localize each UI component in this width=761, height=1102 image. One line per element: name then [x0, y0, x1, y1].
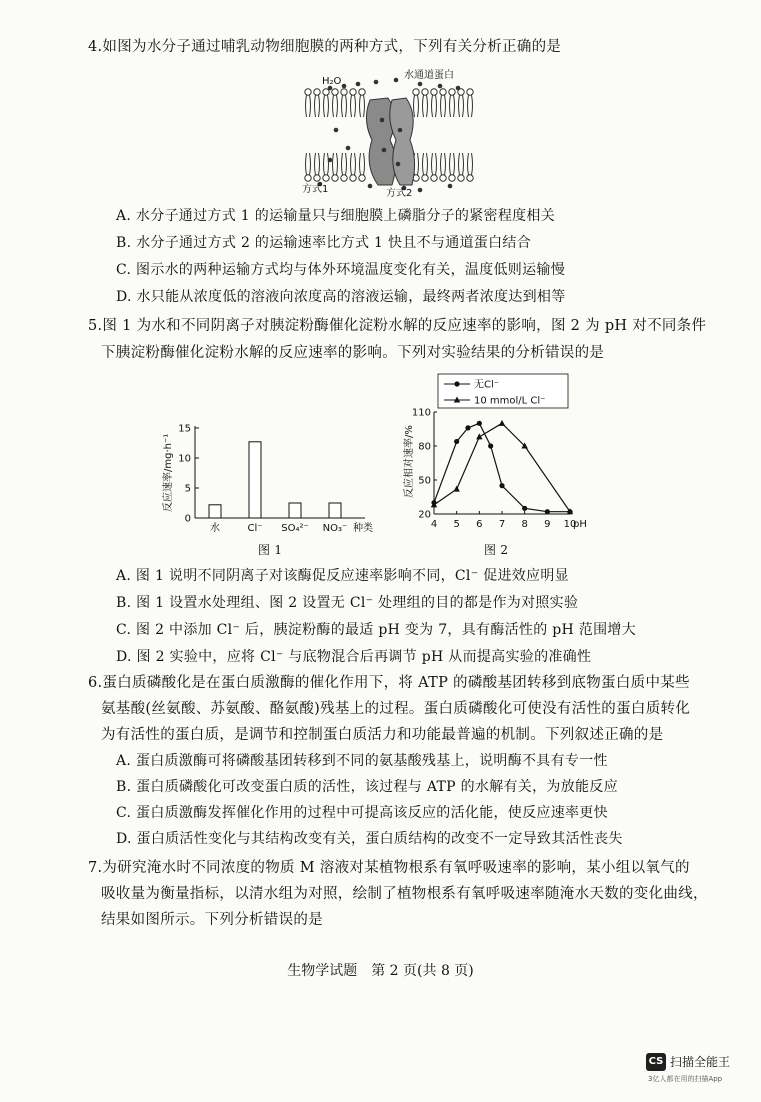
fig1-y-axis-label: 反应速率/mg·h⁻¹ [163, 433, 174, 512]
q6-option-a: A. 蛋白质激酶可将磷酸基团转移到不同的氨基酸残基上，说明酶不具有专一性 [116, 753, 608, 769]
fig1-y-tick-label: 0 [184, 513, 191, 525]
q4-option-b: B. 水分子通过方式 2 的运输速率比方式 1 快且不与通道蛋白结合 [116, 235, 532, 251]
q5-option-d: D. 图 2 实验中，应将 Cl⁻ 与底物混合后再调节 pH 从而提高实验的准确性 [116, 649, 592, 665]
lipid-tail [337, 95, 338, 117]
lipid-head [413, 89, 419, 95]
camscanner-tagline: 3亿人都在用的扫描App [648, 1075, 723, 1083]
lipid-tail [328, 95, 329, 117]
lipid-head [314, 89, 320, 95]
water-molecule-icon [382, 148, 387, 153]
fig2-point-circle [477, 421, 482, 426]
lipid-head [467, 89, 473, 95]
q6-stem-line2: 氨基酸(丝氨酸、苏氨酸、酪氨酸)残基上的过程。蛋白质磷酸化可使没有活性的蛋白质转化 [101, 701, 691, 717]
lipid-tail [364, 153, 365, 175]
lipid-tail [319, 153, 320, 175]
fig2-x-axis-label: pH [573, 519, 587, 530]
fig1-x-axis-label: 种类 [353, 523, 373, 534]
water-molecule-icon [456, 86, 461, 91]
water-molecule-icon [368, 184, 373, 189]
fig1-y-tick-label: 5 [184, 483, 191, 495]
lipid-tail [459, 95, 460, 117]
water-molecule-icon [396, 162, 401, 167]
fig2-point-circle [488, 443, 493, 448]
q4-option-a: A. 水分子通过方式 1 的运输量只与细胞膜上磷脂分子的紧密程度相关 [116, 208, 556, 224]
fig2-y-tick-label: 50 [418, 475, 431, 487]
lipid-head [314, 175, 320, 181]
fig1-bar [289, 503, 301, 518]
q7-stem-line2: 吸收量为衡量指标，以清水组为对照，绘制了植物根系有氧呼吸速率随淹水天数的变化曲线， [101, 886, 708, 902]
lipid-tail [351, 95, 352, 117]
q4-option-d: D. 水只能从浓度低的溶液向浓度高的溶液运输，最终两者浓度达到相等 [116, 289, 566, 305]
lipid-tail [432, 153, 433, 175]
fig2-x-tick-label: 8 [521, 519, 528, 530]
lipid-tail [346, 153, 347, 175]
lipid-tail [450, 153, 451, 175]
fig2-point-triangle [453, 486, 459, 492]
q7-stem-line3: 结果如图所示。下列分析错误的是 [101, 912, 323, 928]
water-molecule-icon [374, 80, 379, 85]
lipid-tail [454, 153, 455, 175]
fig2-point-circle [522, 506, 527, 511]
lipid-tail [310, 95, 311, 117]
lipid-head [323, 89, 329, 95]
lipid-tail [423, 153, 424, 175]
water-molecule-icon [356, 82, 361, 87]
figure2-line-chart [398, 372, 598, 537]
lipid-tail [342, 95, 343, 117]
lipid-tail [364, 95, 365, 117]
fig1-y-tick-label: 15 [178, 423, 191, 435]
lipid-tail [454, 95, 455, 117]
water-molecule-icon [328, 158, 333, 163]
fig2-y-tick-label: 80 [418, 441, 431, 453]
lipid-head [341, 175, 347, 181]
lipid-tail [315, 95, 316, 117]
lipid-tail [472, 153, 473, 175]
lipid-tail [427, 153, 428, 175]
lipid-tail [351, 153, 352, 175]
fig1-x-tick-label: NO₃⁻ [322, 523, 348, 534]
q5-option-a: A. 图 1 说明不同阴离子对该酶促反应速率影响不同，Cl⁻ 促进效应明显 [116, 568, 569, 584]
fig1-caption: 图 1 [258, 543, 283, 557]
lipid-tail [427, 95, 428, 117]
fig2-x-tick-label: 9 [544, 519, 551, 530]
lipid-head [422, 89, 428, 95]
fig2-legend-label: 10 mmol/L Cl⁻ [474, 395, 546, 407]
lipid-tail [306, 95, 307, 117]
fig1-x-tick-label: 水 [210, 523, 220, 534]
lipid-tail [423, 95, 424, 117]
fig2-point-circle [465, 425, 470, 430]
lipid-head [449, 175, 455, 181]
fig2-point-circle [545, 509, 550, 514]
lipid-tail [418, 95, 419, 117]
fig2-point-triangle [499, 420, 505, 426]
lipid-tail [355, 95, 356, 117]
lipid-tail [315, 153, 316, 175]
fig2-x-tick-label: 4 [430, 519, 438, 530]
lipid-tail [436, 95, 437, 117]
lipid-tail [459, 153, 460, 175]
h2o-label: H₂O [322, 76, 342, 87]
lipid-head [332, 89, 338, 95]
q6-stem-line1: 6.蛋白质磷酸化是在蛋白质激酶的催化作用下，将 ATP 的磷酸基团转移到底物蛋白质中某些 [88, 675, 690, 691]
fig2-point-circle [499, 483, 504, 488]
lipid-head [332, 175, 338, 181]
fig1-x-tick-label: SO₄²⁻ [281, 523, 309, 534]
water-molecule-icon [342, 84, 347, 89]
fig2-x-tick-label: 6 [476, 519, 483, 530]
lipid-tail [472, 95, 473, 117]
page-footer: 生物学试题 第 2 页(共 8 页) [287, 963, 474, 979]
lipid-tail [436, 153, 437, 175]
water-molecule-icon [380, 118, 385, 123]
water-molecule-icon [438, 84, 443, 89]
membrane-figure [300, 60, 480, 200]
lipid-tail [360, 95, 361, 117]
q4-option-c: C. 图示水的两种运输方式均与体外环境温度变化有关，温度低则运输慢 [116, 262, 566, 278]
lipid-tail [324, 95, 325, 117]
fig2-x-tick-label: 7 [498, 519, 506, 530]
q5-stem-line1: 5.图 1 为水和不同阴离子对胰淀粉酶催化淀粉水解的反应速率的影响，图 2 为 pH 对不同条件 [88, 318, 707, 334]
fig2-legend-circle-icon [454, 381, 459, 386]
fig1-bar [249, 442, 261, 518]
fig2-point-triangle [476, 433, 482, 439]
q5-option-c: C. 图 2 中添加 Cl⁻ 后，胰淀粉酶的最适 pH 变为 7，具有酶活性的 pH 范围增大 [116, 622, 636, 638]
fig2-series-line [434, 423, 570, 511]
lipid-tail [333, 153, 334, 175]
q6-option-c: C. 蛋白质激酶发挥催化作用的过程中可提高该反应的活化能，使反应速率更快 [116, 805, 608, 821]
fig2-caption: 图 2 [484, 543, 509, 557]
fig2-series [431, 420, 573, 514]
lipid-tail [306, 153, 307, 175]
water-molecule-icon [418, 82, 423, 87]
lipid-tail [346, 95, 347, 117]
water-molecule-icon [394, 78, 399, 83]
lipid-tail [441, 95, 442, 117]
fig2-legend [438, 374, 568, 408]
lipid-tail [414, 95, 415, 117]
lipid-head [431, 89, 437, 95]
q6-option-d: D. 蛋白质活性变化与其结构改变有关，蛋白质结构的改变不一定导致其活性丧失 [116, 831, 623, 847]
fig1-bar [329, 503, 341, 518]
lipid-tail [450, 95, 451, 117]
fig1-x-tick-label: Cl⁻ [247, 523, 263, 534]
lipid-head [341, 89, 347, 95]
water-molecule-icon [346, 146, 351, 151]
lipid-head [359, 175, 365, 181]
lipid-head [350, 175, 356, 181]
aquaporin-label: 水通道蛋白 [404, 70, 454, 81]
fig2-y-tick-label: 110 [411, 407, 431, 419]
lipid-head [449, 89, 455, 95]
water-molecule-icon [334, 128, 339, 133]
q4-stem: 4.如图为水分子通过哺乳动物细胞膜的两种方式，下列有关分析正确的是 [88, 39, 562, 55]
fig1-bar [209, 505, 221, 518]
lipid-tail [328, 153, 329, 175]
lipid-head [440, 175, 446, 181]
fig2-y-tick-label: 20 [418, 509, 431, 521]
fig2-x-tick-label: 10 [563, 519, 577, 530]
fig2-series-line [434, 423, 570, 511]
lipid-tail [445, 153, 446, 175]
lipid-tail [463, 95, 464, 117]
q7-stem-line1: 7.为研究淹水时不同浓度的物质 M 溶液对某植物根系有氧呼吸速率的影响，某小组以氧气的 [88, 860, 690, 876]
water-molecule-icon [448, 184, 453, 189]
aquaporin-protein [366, 98, 414, 185]
fig1-x-ticks [210, 521, 347, 534]
lipid-tail [337, 153, 338, 175]
lipid-tail [333, 95, 334, 117]
q6-stem-line3: 为有活性的蛋白质，是调节和控制蛋白质活力和功能最普遍的机制。下列叙述正确的是 [101, 727, 664, 743]
lipid-head [305, 175, 311, 181]
fig2-legend-label: 无Cl⁻ [474, 379, 500, 391]
lipid-head [323, 175, 329, 181]
lipid-head [422, 175, 428, 181]
camscanner-name: 扫描全能王 [670, 1055, 731, 1069]
camscanner-logo-icon: CS [646, 1053, 666, 1071]
way2-label: 方式2 [386, 188, 413, 199]
fig1-y-ticks [178, 424, 199, 525]
lipid-head [440, 89, 446, 95]
lipid-tail [463, 153, 464, 175]
lipid-tail [441, 153, 442, 175]
lipid-head [467, 175, 473, 181]
figure1-bar-chart [155, 420, 395, 540]
lipid-head [359, 89, 365, 95]
fig2-point-circle [454, 439, 459, 444]
fig2-axes [434, 412, 570, 514]
lipid-head [458, 175, 464, 181]
fig1-y-tick-label: 10 [178, 453, 191, 465]
lipid-tail [468, 153, 469, 175]
lipid-tail [468, 95, 469, 117]
q6-option-b: B. 蛋白质磷酸化可改变蛋白质的活性，该过程与 ATP 的水解有关，为放能反应 [116, 779, 618, 795]
lipid-tail [342, 153, 343, 175]
lipid-tail [319, 95, 320, 117]
lipid-tail [310, 153, 311, 175]
water-molecule-icon [398, 128, 403, 133]
way1-label: 方式1 [302, 184, 329, 195]
lipid-tail [445, 95, 446, 117]
q5-option-b: B. 图 1 设置水处理组、图 2 设置无 Cl⁻ 处理组的目的都是作为对照实验 [116, 595, 579, 611]
fig1-bars [209, 442, 341, 518]
q5-stem-line2: 下胰淀粉酶催化淀粉水解的反应速率的影响。下列对实验结果的分析错误的是 [101, 345, 605, 361]
lipid-tail [418, 153, 419, 175]
lipid-tail [355, 153, 356, 175]
lipid-tail [324, 153, 325, 175]
water-molecule-icon [418, 188, 423, 193]
lipid-tail [432, 95, 433, 117]
lipid-head [350, 89, 356, 95]
lipid-head [305, 89, 311, 95]
lipid-tail [360, 153, 361, 175]
fig2-x-tick-label: 5 [453, 519, 460, 530]
fig2-y-axis-label: 反应相对速率/% [404, 425, 415, 498]
lipid-head [431, 175, 437, 181]
